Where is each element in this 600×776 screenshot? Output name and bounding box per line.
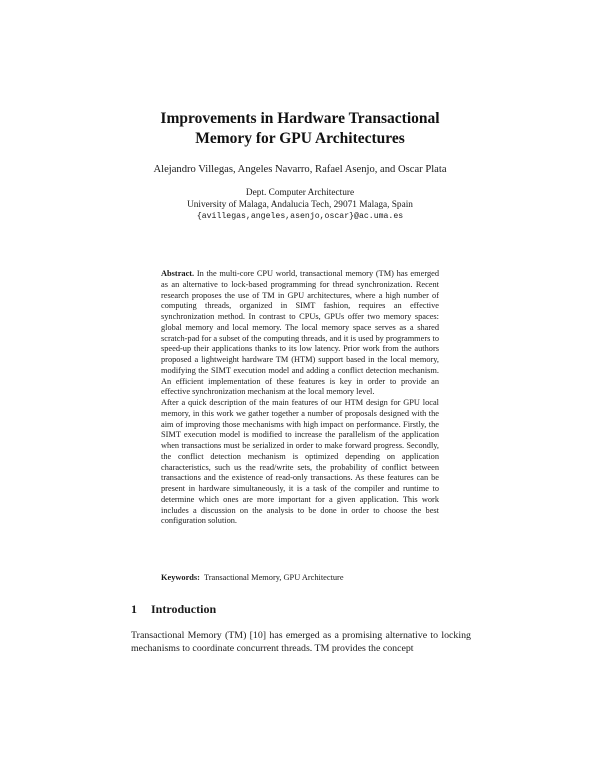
- abstract: [161, 269, 439, 527]
- keywords: [161, 572, 439, 583]
- abstract-label: Abstract.: [161, 269, 195, 278]
- abstract-text-1: In the multi-core CPU world, transactional memory (TM) has emerged as an alternative to lock-based programming for thread synchronization. Recent research proposes the use of TM in GPU architectures, where a high number of computing threads, organized in SIMT fashion, requires an effective synchronization method. In contrast to CPUs, GPUs offer two memory spaces: global memory and local memory. The local memory space serves as a shared scratch-pad for a subset of the computing threads, and it is used by programmers to speed-up their applications thanks to its low latency. Prior work from the authors proposed a lightweight hardware TM (HTM) support based in the local memory, modifying the SIMT execution model and adding a conflict detection mechanism. An efficient implementation of these features is key in order to provide an effective synchronization mechanism at the local memory level.: [161, 269, 439, 397]
- section-title: Introduction: [151, 602, 217, 616]
- keywords-text: Transactional Memory, GPU Architecture: [203, 573, 344, 582]
- section-body: [131, 629, 471, 655]
- paper-title: [100, 109, 500, 149]
- affiliation-dept: Dept. Computer Architecture: [245, 188, 355, 198]
- intro-paragraph: Transactional Memory (TM) [10] has emerged as a promising alternative to locking mechanisms to coordinate concurrent threads. TM provides the concept: [131, 630, 471, 654]
- author-list: Alejandro Villegas, Angeles Navarro, Rafael Asenjo, and Oscar Plata: [153, 164, 447, 175]
- abstract-paragraph-1: [161, 269, 439, 398]
- title-line-1: Improvements in Hardware Transactional: [160, 110, 440, 127]
- section-heading: [131, 602, 216, 616]
- affiliation-block: [100, 187, 500, 223]
- author-emails: {avillegas,angeles,asenjo,oscar}@ac.uma.es: [196, 212, 404, 221]
- keywords-label: Keywords:: [161, 573, 200, 582]
- affiliation-university: University of Malaga, Andalucia Tech, 29071 Malaga, Spain: [187, 200, 413, 210]
- abstract-paragraph-2: After a quick description of the main features of our HTM design for GPU local memory, in this work we gather together a number of proposals designed with the aim of improving those mechanisms with high impact on performance. Firstly, the SIMT execution model is modified to increase the parallelism of the application when transactions must be serialized in order to make forward progress. Secondly, the conflict detection mechanism is optimized depending on application characteristics, such us the read/write sets, the probability of conflict between transactions and the existence of read-only transactions. As these features can be present in hardware simultaneously, it is a task of the compiler and runtime to determine which ones are more important for a given application. This work includes a discussion on the analysis to be done in order to choose the best configuration solution.: [161, 398, 439, 526]
- section-number: 1: [131, 602, 137, 616]
- title-line-2: Memory for GPU Architectures: [195, 130, 405, 147]
